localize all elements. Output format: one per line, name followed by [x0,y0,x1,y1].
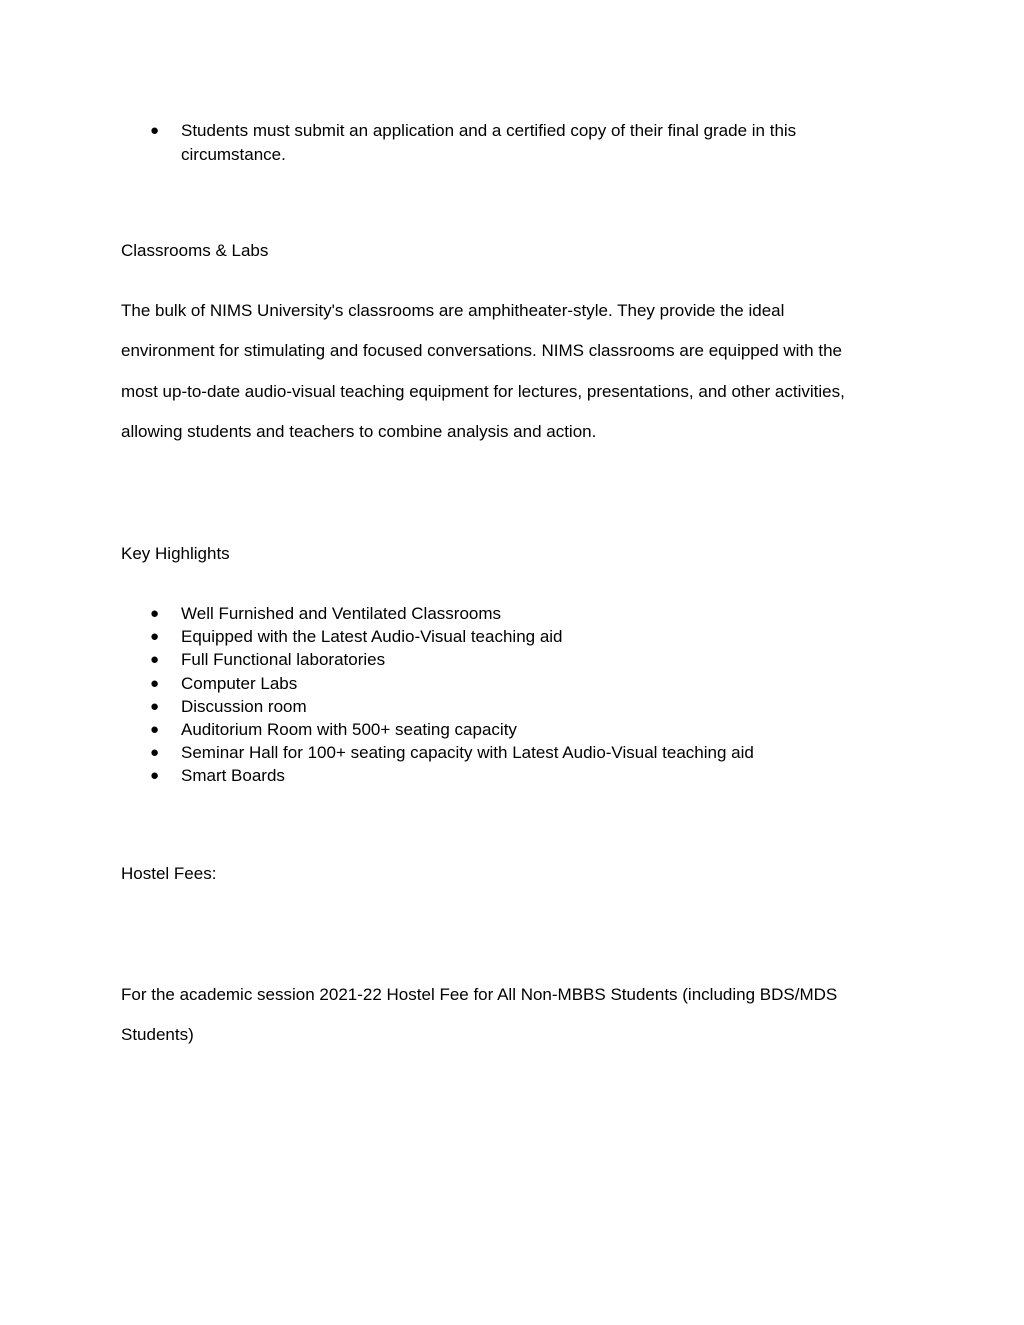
highlight-item-label: Seminar Hall for 100+ seating capacity with Latest Audio-Visual teaching aid [181,743,754,763]
list-item [121,119,841,166]
list-item [121,695,901,718]
bullet-icon: ● [150,122,160,139]
paragraph-line: environment for stimulating and focused conversations. NIMS classrooms are equipped with the [121,341,842,361]
highlight-item-label: Computer Labs [181,673,298,693]
bullet-icon: ● [150,697,160,715]
paragraph-line: For the academic session 2021-22 Hostel Fee for All Non-MBBS Students (including BDS/MDS [121,985,838,1004]
classrooms-paragraph [121,291,901,453]
bullet-icon: ● [150,628,160,646]
intro-bullet-line-1: Students must submit an application and a certified copy of their final grade in this [181,121,797,140]
highlight-item-label: Auditorium Room with 500+ seating capacity [181,720,517,740]
intro-bullet-list [121,119,841,166]
paragraph-line: The bulk of NIMS University's classrooms are amphitheater-style. They provide the ideal [121,301,785,320]
highlight-item-label: Full Functional laboratories [181,650,386,670]
list-item [121,625,901,648]
list-item [121,672,901,695]
bullet-icon: ● [150,651,160,669]
highlights-list [121,602,901,788]
list-item [121,764,901,787]
bullet-icon: ● [150,744,160,762]
bullet-icon: ● [150,721,160,739]
highlight-item-label: Smart Boards [181,766,285,786]
highlight-item-label: Discussion room [181,696,307,716]
paragraph-line: Students) [121,1025,194,1045]
bullet-icon: ● [150,674,160,692]
highlight-item-label: Equipped with the Latest Audio-Visual teaching aid [181,627,563,647]
list-item [121,741,901,764]
hostel-paragraph [121,975,901,1056]
intro-bullet-line-2: circumstance. [181,144,286,164]
paragraph-line: most up-to-date audio-visual teaching equipment for lectures, presentations, and other activities, [121,381,845,401]
list-item [121,602,901,625]
list-item [121,718,901,741]
list-item [121,648,901,671]
highlight-item-label: Well Furnished and Ventilated Classrooms [181,604,502,623]
bullet-icon: ● [150,605,160,622]
highlights-heading: Key Highlights [121,544,230,563]
paragraph-line: allowing students and teachers to combine analysis and action. [121,422,597,442]
hostel-heading: Hostel Fees: [121,864,217,883]
classrooms-heading: Classrooms & Labs [121,241,269,260]
bullet-icon: ● [150,767,160,785]
